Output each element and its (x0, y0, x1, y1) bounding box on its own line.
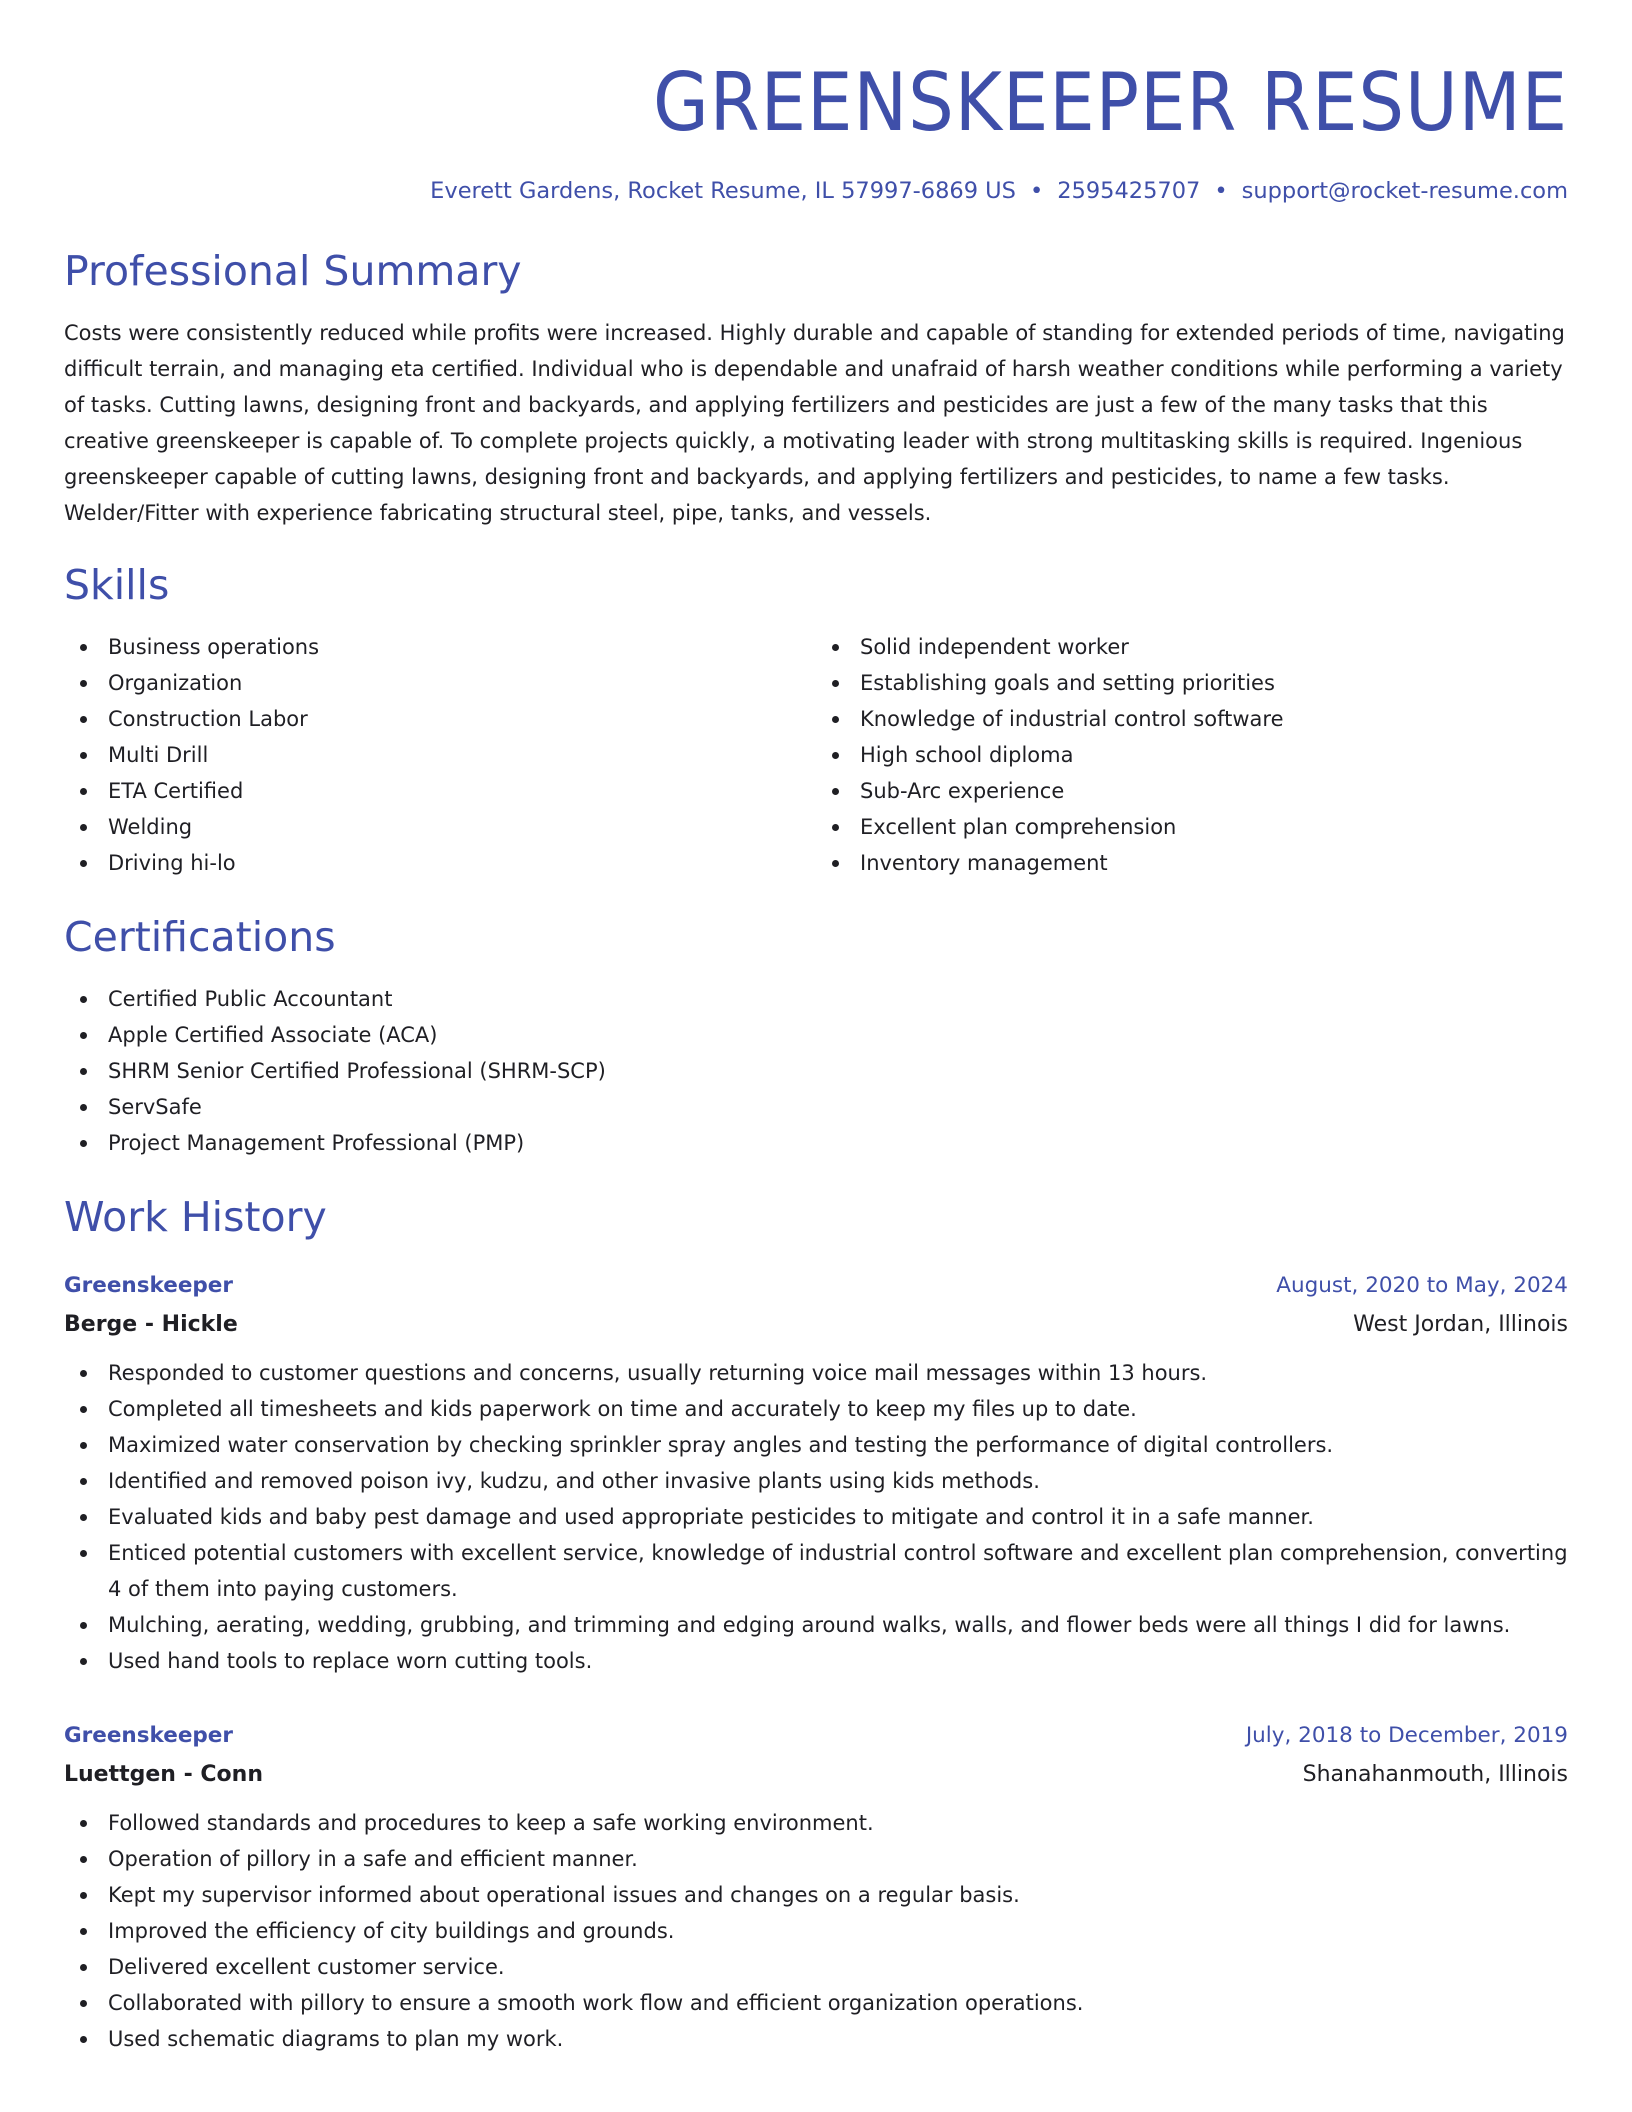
skill-item: Excellent plan comprehension (816, 809, 1568, 845)
job-duty: Improved the efficiency of city buildings and grounds. (64, 1913, 1568, 1949)
resume-name: GREENSKEEPER RESUME (652, 56, 1568, 149)
job-duty: Collaborated with pillory to ensure a smooth work flow and efficient organization operations. (64, 1985, 1568, 2021)
certifications-list (64, 981, 1568, 1161)
contact-phone: 2595425707 (1057, 178, 1201, 204)
job-duty: Used hand tools to replace worn cutting tools. (64, 1643, 1568, 1679)
summary-text: Costs were consistently reduced while profits were increased. Highly durable and capable of standing for extended periods of time, navigating difficult terrain, and managing eta certified. Individual who is dependable and unafraid of harsh weather conditions while performing a variety of tasks. Cutting lawns, designing front and backyards, and applying fertilizers and pesticides are just a few of the many tasks that this creative greenskeeper is capable of. To complete projects quickly, a motivating leader with strong multitasking skills is required. Ingenious greenskeeper capable of cutting lawns, designing front and backyards, and applying fertilizers and pesticides, to name a few tasks. Welder/Fitter with experience fabricating structural steel, pipe, tanks, and vessels. (64, 321, 1565, 525)
job-duty: Operation of pillory in a safe and efficient manner. (64, 1841, 1568, 1877)
certification-item: Certified Public Accountant (64, 981, 1568, 1017)
skill-item: Welding (64, 809, 816, 845)
skill-item: Driving hi-lo (64, 845, 816, 881)
contact-separator: • (1214, 178, 1228, 204)
job-header-row (64, 1719, 1568, 1753)
job-title: Greenskeeper (64, 1273, 233, 1298)
job-duty: Delivered excellent customer service. (64, 1949, 1568, 1985)
skill-item: ETA Certified (64, 773, 816, 809)
contact-address: Everett Gardens, Rocket Resume, IL 57997-6869 US (430, 178, 1016, 204)
job-duty: Used schematic diagrams to plan my work. (64, 2021, 1568, 2057)
job-company: Luettgen - Conn (64, 1762, 263, 1787)
job-duty: Mulching, aerating, wedding, grubbing, and trimming and edging around walks, walls, and flower beds were all things I did for lawns. (64, 1607, 1568, 1643)
skill-item: Organization (64, 665, 816, 701)
job-duty: Evaluated kids and baby pest damage and used appropriate pesticides to mitigate and control it in a safe manner. (64, 1499, 1568, 1535)
skills-heading: Skills (64, 561, 170, 609)
skill-item: Solid independent worker (816, 629, 1568, 665)
job-duty: Maximized water conservation by checking sprinkler spray angles and testing the performance of digital controllers. (64, 1427, 1568, 1463)
job-dates: August, 2020 to May, 2024 (1276, 1273, 1568, 1298)
job-duty: Responded to customer questions and concerns, usually returning voice mail messages within 13 hours. (64, 1355, 1568, 1391)
skills-columns (64, 629, 1568, 881)
job-duty: Completed all timesheets and kids paperwork on time and accurately to keep my files up to date. (64, 1391, 1568, 1427)
skill-item: Business operations (64, 629, 816, 665)
job-company-row (64, 1753, 1568, 1797)
certifications-heading: Certifications (64, 913, 336, 961)
work-history-heading: Work History (64, 1193, 327, 1241)
job-entry (64, 1719, 1568, 2057)
job-dates: July, 2018 to December, 2019 (1245, 1723, 1568, 1748)
job-company: Berge - Hickle (64, 1312, 238, 1337)
skill-item: Knowledge of industrial control software (816, 701, 1568, 737)
contact-line (64, 173, 1568, 209)
certification-item: ServSafe (64, 1089, 1568, 1125)
job-duties-list (64, 1355, 1568, 1679)
job-duty: Identified and removed poison ivy, kudzu, and other invasive plants using kids methods. (64, 1463, 1568, 1499)
skill-item: Establishing goals and setting priorities (816, 665, 1568, 701)
skill-item: Sub-Arc experience (816, 773, 1568, 809)
skill-item: Multi Drill (64, 737, 816, 773)
summary-heading: Professional Summary (64, 247, 522, 295)
job-duty: Enticed potential customers with excellent service, knowledge of industrial control software and excellent plan comprehension, converting 4 of them into paying customers. (64, 1535, 1568, 1607)
skill-item: High school diploma (816, 737, 1568, 773)
certification-item: Project Management Professional (PMP) (64, 1125, 1568, 1161)
job-duty: Kept my supervisor informed about operational issues and changes on a regular basis. (64, 1877, 1568, 1913)
job-duty: Followed standards and procedures to keep a safe working environment. (64, 1805, 1568, 1841)
job-entry (64, 1269, 1568, 1679)
skill-item: Construction Labor (64, 701, 816, 737)
job-header-row (64, 1269, 1568, 1303)
contact-email[interactable]: support@rocket-resume.com (1241, 178, 1568, 204)
certification-item: Apple Certified Associate (ACA) (64, 1017, 1568, 1053)
certification-item: SHRM Senior Certified Professional (SHRM-SCP) (64, 1053, 1568, 1089)
job-title: Greenskeeper (64, 1723, 233, 1748)
skills-list-right (816, 629, 1568, 881)
job-location: Shanahanmouth, Illinois (1302, 1762, 1568, 1787)
job-company-row (64, 1303, 1568, 1347)
contact-separator: • (1029, 178, 1044, 204)
skills-list-left (64, 629, 816, 881)
job-location: West Jordan, Illinois (1353, 1312, 1568, 1337)
job-duties-list (64, 1805, 1568, 2057)
skill-item: Inventory management (816, 845, 1568, 881)
